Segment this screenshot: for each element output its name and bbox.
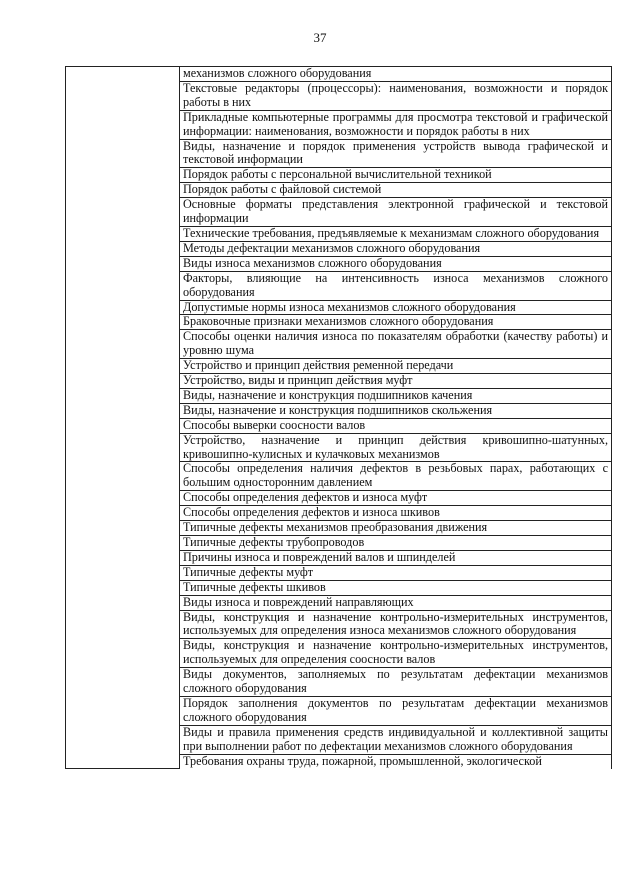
requirement-cell: Факторы, влияющие на интенсивность износа механизмов сложного оборудования xyxy=(180,271,612,300)
requirement-cell: Виды и правила применения средств индивидуальной и коллективной защиты при выполнении работ по дефектации механизмов сложного оборудования xyxy=(180,725,612,754)
requirement-cell: Типичные дефекты муфт xyxy=(180,565,612,580)
requirement-cell: Порядок заполнения документов по результатам дефектации механизмов сложного оборудования xyxy=(180,696,612,725)
requirement-cell: Виды износа механизмов сложного оборудования xyxy=(180,256,612,271)
requirement-cell: Виды документов, заполняемых по результатам дефектации механизмов сложного оборудования xyxy=(180,668,612,697)
requirement-cell: Способы оценки наличия износа по показателям обработки (качеству работы) и уровню шума xyxy=(180,330,612,359)
requirement-cell: Браковочные признаки механизмов сложного оборудования xyxy=(180,315,612,330)
requirement-cell: Способы выверки соосности валов xyxy=(180,418,612,433)
requirement-cell: Виды, назначение и конструкция подшипников скольжения xyxy=(180,403,612,418)
requirement-cell: Виды, назначение и конструкция подшипников качения xyxy=(180,388,612,403)
requirement-cell: Способы определения дефектов и износа муфт xyxy=(180,491,612,506)
requirement-cell: Виды износа и повреждений направляющих xyxy=(180,595,612,610)
requirement-cell: Типичные дефекты шкивов xyxy=(180,580,612,595)
table-row xyxy=(66,67,612,82)
table-body xyxy=(66,67,612,769)
requirement-cell: Допустимые нормы износа механизмов сложного оборудования xyxy=(180,300,612,315)
requirement-cell: Прикладные компьютерные программы для просмотра текстовой и графической информации: наименования, возможности и порядок работы в них xyxy=(180,110,612,139)
requirement-cell: Типичные дефекты трубопроводов xyxy=(180,536,612,551)
requirement-cell: Виды, конструкция и назначение контрольно-измерительных инструментов, используемых для определения износа механизмов сложного оборудования xyxy=(180,610,612,639)
page-number: 37 xyxy=(313,30,327,45)
requirement-cell: Способы определения дефектов и износа шкивов xyxy=(180,506,612,521)
requirement-cell: механизмов сложного оборудования xyxy=(180,67,612,82)
requirement-cell: Способы определения наличия дефектов в резьбовых парах, работающих с большим односторонним давлением xyxy=(180,462,612,491)
requirement-cell: Типичные дефекты механизмов преобразования движения xyxy=(180,521,612,536)
requirement-cell: Методы дефектации механизмов сложного оборудования xyxy=(180,241,612,256)
requirement-cell: Устройство, виды и принцип действия муфт xyxy=(180,374,612,389)
requirement-cell: Текстовые редакторы (процессоры): наименования, возможности и порядок работы в них xyxy=(180,81,612,110)
requirement-cell: Технические требования, предъявляемые к механизмам сложного оборудования xyxy=(180,226,612,241)
requirement-cell: Требования охраны труда, пожарной, промышленной, экологической xyxy=(180,754,612,768)
requirement-cell: Виды, назначение и порядок применения устройств вывода графической и текстовой информации xyxy=(180,139,612,168)
requirements-table xyxy=(65,66,612,769)
requirement-cell: Порядок работы с файловой системой xyxy=(180,183,612,198)
requirement-cell: Устройство и принцип действия ременной передачи xyxy=(180,359,612,374)
left-column-cell xyxy=(66,67,180,769)
requirement-cell: Виды, конструкция и назначение контрольно-измерительных инструментов, используемых для определения соосности валов xyxy=(180,639,612,668)
requirement-cell: Порядок работы с персональной вычислительной техникой xyxy=(180,168,612,183)
requirement-cell: Основные форматы представления электронной графической и текстовой информации xyxy=(180,198,612,227)
requirement-cell: Причины износа и повреждений валов и шпинделей xyxy=(180,550,612,565)
requirement-cell: Устройство, назначение и принцип действия кривошипно-шатунных, кривошипно-кулисных и кулачковых механизмов xyxy=(180,433,612,462)
